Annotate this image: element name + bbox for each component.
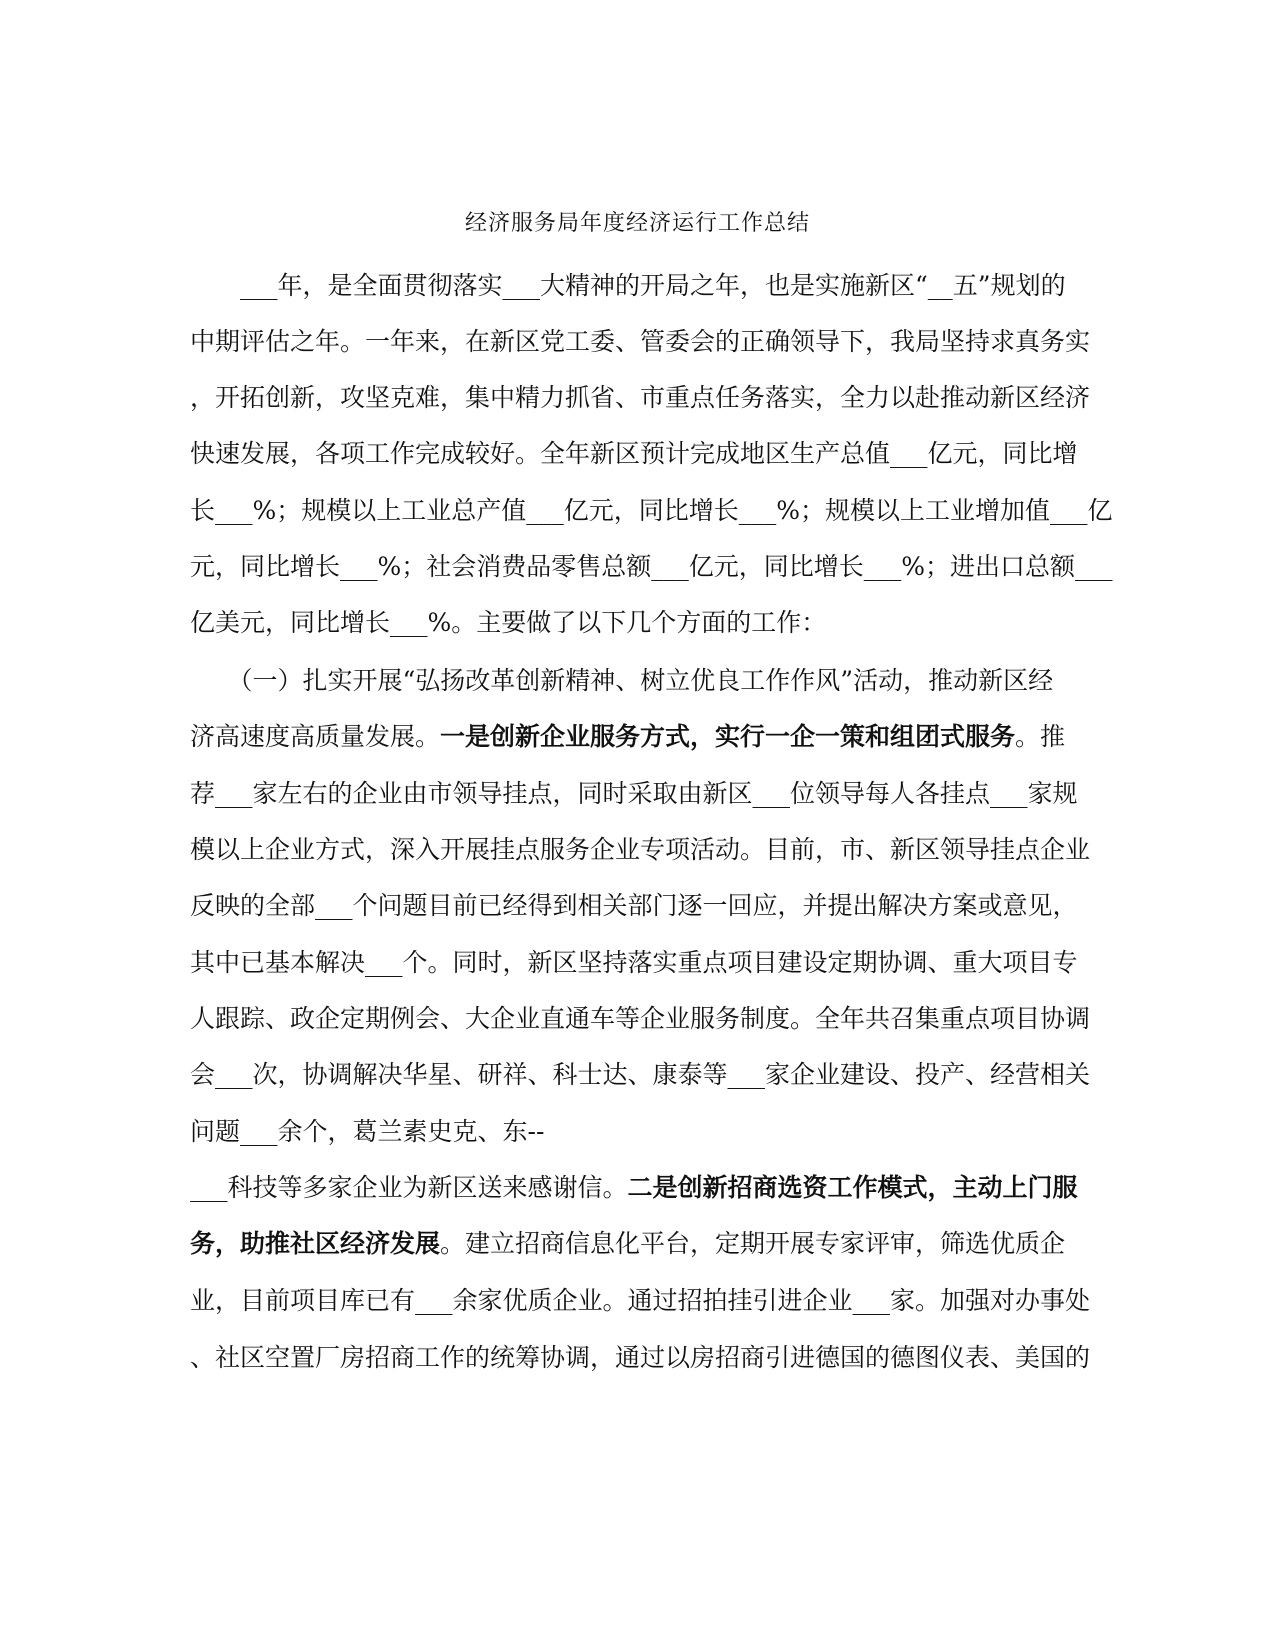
text-line: （一）扎实开展“弘扬改革创新精神、树立优良工作作风”活动，推动新区经 (190, 666, 1054, 695)
text-line: 反映的全部___个问题目前已经得到相关部门逐一回应，并提出解决方案或意见， (190, 891, 1078, 920)
text-line: 模以上企业方式，深入开展挂点服务企业专项活动。目前，市、新区领导挂点企业 (190, 835, 1091, 864)
bold-heading: 一是创新企业服务方式，实行一企一策和组团式服务 (440, 722, 1016, 751)
text-line: 业，目前项目库已有___余家优质企业。通过招拍挂引进企业___家。加强对办事处 (190, 1286, 1091, 1315)
text-line: ___科技等多家企业为新区送来感谢信。二是创新招商选资工作模式，主动上门服 (190, 1173, 1078, 1202)
text-line: 务，助推社区经济发展。建立招商信息化平台，定期开展专家评审，筛选优质企 (190, 1229, 1066, 1258)
text-line: ___年，是全面贯彻落实___大精神的开局之年，也是实施新区“__五”规划的 (190, 271, 1066, 300)
text-line: 人跟踪、政企定期例会、大企业直通车等企业服务制度。全年共召集重点项目协调 (190, 1004, 1091, 1033)
text-line: 问题___余个，葛兰素史克、东-- (190, 1117, 545, 1146)
text-line: 其中已基本解决___个。同时，新区坚持落实重点项目建设定期协调、重大项目专 (190, 948, 1078, 977)
text-line: 会___次，协调解决华星、研祥、科士达、康泰等___家企业建设、投产、经营相关 (190, 1060, 1091, 1089)
text-line: 济高速度高质量发展。一是创新企业服务方式，实行一企一策和组团式服务。推 (190, 722, 1066, 751)
text-line: 快速发展，各项工作完成较好。全年新区预计完成地区生产总值___亿元，同比增 (190, 439, 1078, 468)
text-line: 元，同比增长___%；社会消费品零售总额___亿元，同比增长___%；进出口总额___ (190, 552, 1113, 581)
text-line: 中期评估之年。一年来，在新区党工委、管委会的正确领导下，我局坚持求真务实 (190, 327, 1091, 356)
bold-heading: 二是创新招商选资工作模式，主动上门服 (627, 1173, 1078, 1202)
text-line: 荐___家左右的企业由市领导挂点，同时采取由新区___位领导每人各挂点___家规 (190, 779, 1078, 808)
text-line: 、社区空置厂房招商工作的统筹协调，通过以房招商引进德国的德图仪表、美国的 (190, 1343, 1091, 1372)
text-line: ，开拓创新，攻坚克难，集中精力抓省、市重点任务落实，全力以赴推动新区经济 (190, 383, 1091, 412)
bold-heading: 务，助推社区经济发展 (190, 1229, 441, 1258)
text-line: 长___%；规模以上工业总产值___亿元，同比增长___%；规模以上工业增加值___亿 (190, 496, 1113, 525)
text-line: 亿美元，同比增长___%。主要做了以下几个方面的工作： (190, 608, 827, 637)
document-title: 经济服务局年度经济运行工作总结 (464, 211, 810, 236)
